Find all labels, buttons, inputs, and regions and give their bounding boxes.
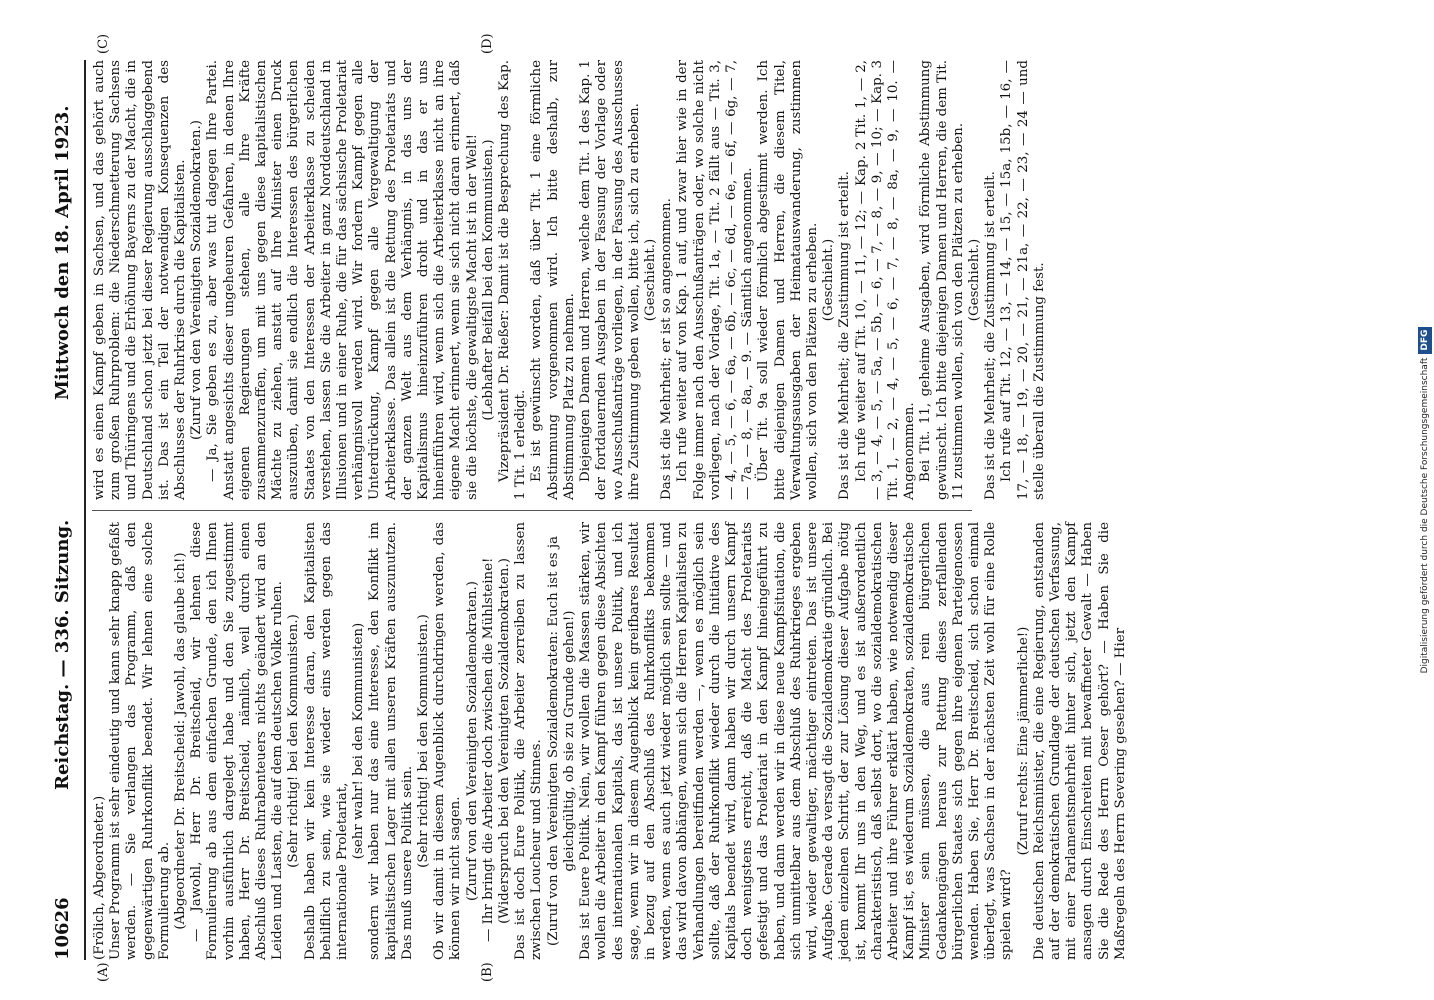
right-column: [92, 60, 1048, 500]
left-column-paragraph: Deshalb haben wir kein Interesse daran, den Kapitalisten behilflich zu sein, wie sie wieder eins werden gegen das internationale Proletariat,: [302, 522, 351, 960]
right-column-paragraph: Diejenigen Damen und Herren, welche dem Tit. 1 des Kap. 1 der fortdauernden Ausgaben in der Fassung der Vorlage oder wo Ausschußanträge vorliegen, in der Fassung des Ausschusses ihre Zustimmung geben wollen, bitte ich, sich zu erheben.: [578, 60, 642, 500]
left-column: [92, 522, 1129, 960]
session-date: Mittwoch den 18. April 1923.: [52, 105, 73, 400]
right-column-paragraph: wird es einen Kampf geben in Sachsen, und das gehört auch zum großen Ruhrproblem: die Niederschmetterung Sachsens und Thüringens und die Erhöhung Bayerns zu der Macht, die in Deutschland schon jetzt bei dieser Regierung ausschlaggebend ist. Das ist ein Teil der notwendigen Konsequenzen des Abschlusses der Ruhrkrise durch die Kapitalisten.: [92, 60, 189, 500]
left-column-paragraph: (Zuruf von den Vereinigten Sozialdemokraten.): [464, 581, 480, 901]
session-title: Reichstag. — 336. Sitzung.: [52, 519, 73, 790]
left-column-paragraph: sondern wir haben nur das eine Interesse, den Konflikt im kapitalistischen Lager mit allen unseren Kräften auszunutzen. Das muß unsere Politik sein.: [367, 522, 415, 960]
right-column-paragraph: Vizepräsident Dr. Rießer: Damit ist die Besprechung des Kap. 1 Tit. 1 erledigt.: [497, 60, 529, 500]
digitization-credit: [1418, 0, 1434, 1000]
left-column-paragraph: (Sehr richtig! bei den Kommunisten.): [416, 614, 432, 868]
right-column-paragraph: Über Tit. 9a soll wieder förmlich abgestimmt werden. Ich bitte diejenigen Damen und Herren, die diesem Titel, Verwaltungsausgaben der Heimatauswanderung, zustimmen wollen, sich von den Plätzen zu erheben.: [756, 60, 820, 500]
left-column-paragraph: Das ist Euere Politik. Nein, wir wollen die Massen stärken, wir wollen die Arbeiter in den Kampf führen gegen diese Absichten des internationalen Kapitals, das ist unsere Politik, und ich sage, wenn wir in diesem Augenblick kein greifbares Resultat in bezug auf den Abschluß des Ruhrkonflikts bekommen werden, wenn es auch jetzt wieder möglich sein sollte — und das wird davon abhängen, wann sich die Herren Kapitalisten zu Verhandlungen bereitfinden werden —, wenn es möglich sein sollte, daß der Ruhrkonflikt wieder durch die Initiative des Kapitals beendet wird, dann haben wir durch unsern Kampf doch wenigstens erreicht, daß die Macht des Proletariats gefestigt und das Proletariat in den Kampf hineingeführt zu haben, und dann werden wir in diese neue Kampfsituation, die sich unmittelbar aus dem Abschluß des Ruhrkrieges ergeben wird, wieder gewaltiger, mächtiger eintreten. Das ist unsere Aufgabe. Gerade da versagt die Sozialdemokratie gründlich. Bei jedem einzelnen Schritt, der zur Lösung dieser Aufgabe nötig ist, kommt Ihr uns in den Weg, und es ist außerordentlich charakteristisch, daß selbst dort, wo die sozialdemokratischen Arbeiter und ihre Führer erklärt haben, wie notwendig dieser Kampf ist, es wiederum Sozialdemokraten, sozialdemokratische Minister sein müssen, die aus rein bürgerlichen Gedankengängen heraus zur Rettung dieses zerfallenden bürgerlichen Staates sich gegen ihre eigenen Parteigenossen wenden. Haben Sie, Herr Dr. Breitscheid, sich schon einmal überlegt, was Sachsen in der nächsten Zeit wohl für eine Rolle spielen wird?: [578, 522, 1015, 960]
right-column-paragraph: Ich rufe auf Tit. 12, — 13, — 14, — 15, — 15a, 15b, — 16, — 17, — 18, — 19, — 20, — 21, — 21a, — 22, — 23, — 24 — und stelle überall die Zustimmung fest.: [999, 60, 1047, 500]
margin-marker-a: (A): [96, 962, 111, 982]
left-column-paragraph: Das ist doch Eure Politik, die Arbeiter zerreiben zu lassen zwischen Loucheur und Stinnes.: [513, 522, 545, 960]
left-column-paragraph: (Zuruf von den Vereinigten Sozialdemokraten: Euch ist es ja gleichgültig, ob sie zu Grunde gehen!): [545, 536, 577, 946]
left-column-paragraph: Die deutschen Reichsminister, die eine Regierung, entstanden auf der demokratischen Grundlage der deutschen Verfassung, mit einer Parlamentsmehrheit hinter sich, jetzt den Kampf ansagen durch Einschreiten mit bewaffneter Gewalt — Haben Sie die Rede des Herrn Oeser gehört? — Haben Sie die Maßregeln des Herrn Severing gesehen? — Hier: [1031, 522, 1128, 960]
page-header: [52, 60, 78, 960]
page-number: 10626: [52, 897, 73, 960]
right-column-paragraph: — Ja, Sie geben es zu, aber was tut dagegen Ihre Partei. Anstatt angesichts dieser ungeheuren Gefahren, in denen Ihre eigenen Regierungen stehen, alle Ihre Kräfte zusammenzuraffen, um mit uns gegen diese kapitalistischen Mächte zu ziehen, anstatt auf Ihre Minister einen Druck auszuüben, damit sie endlich die Interessen des bürgerlichen Staates von den Interessen der Arbeiterklasse zu scheiden verstehen, lassen Sie die Arbeiter in ganz Norddeutschland in Illusionen und in einer Ruhe, die für das sächsische Proletariat verhängnisvoll werden wird. Wir fordern Kampf gegen alle Unterdrückung, Kampf gegen alle Vergewaltigung der Arbeiterklasse. Das allein ist die Rettung des Proletariats und der ganzen Welt aus dem Verhängnis, in das uns der Kapitalismus hineinzuführen droht und in das er uns hineinführen wird, wenn sich die Arbeiterklasse nicht an ihre eigene Macht erinnert, wenn sie sich nicht daran erinnert, daß sie die höchste, die gewaltigste Macht ist in der Welt!: [205, 60, 480, 500]
margin-marker-b: (B): [480, 962, 495, 982]
right-column-paragraph: (Geschieht.): [821, 238, 837, 322]
left-column-paragraph: (sehr wahr! bei den Kommunisten): [351, 622, 367, 860]
left-column-paragraph: (Abgeordneter Dr. Breitscheid: Jawohl, das glaube ich!): [173, 552, 189, 930]
right-column-paragraph: Ich rufe weiter auf Tit. 10, — 11, — 12; — Kap. 2 Tit. 1, — 2, — 3, — 4, — 5, — 5a, — 5b, — 6, — 7, — 8, — 9, — 10; — Kap. 3 Tit. 1, — 2, — 4, — 5, — 6, — 7, — 8, — 8a, — 9, — 10. — Angenommen.: [853, 60, 918, 500]
right-column-paragraph: (Geschieht.): [642, 238, 658, 322]
credit-text: Digitalisierung gefördert durch die Deutsche Forschungsgemeinschaft: [1420, 357, 1430, 674]
left-column-paragraph: (Zuruf rechts: Eine jämmerliche!): [1015, 626, 1031, 856]
left-column-paragraph: (Frölich, Abgeordneter.): [92, 795, 107, 960]
left-column-paragraph: Unser Programm ist sehr eindeutig und kann sehr knapp gefaßt werden. — Sie verlangen das Programm, daß den gegenwärtigen Ruhrkonflikt beendet. Wir lehnen eine solche Formulierung ab.: [108, 522, 172, 960]
right-column-paragraph: (Zuruf von den Vereinigten Sozialdemokraten.): [189, 120, 205, 440]
column-divider: [92, 510, 972, 511]
right-column-paragraph: (Geschieht.): [966, 238, 982, 322]
right-column-paragraph: Bei Tit. 11, geheime Ausgaben, wird förmliche Abstimmung gewünscht. Ich bitte diejenigen Damen und Herren, die dem Tit. 11 zustimmen wollen, sich von den Plätzen zu erheben.: [918, 60, 966, 500]
right-column-paragraph: Das ist die Mehrheit; die Zustimmung ist erteilt.: [983, 171, 999, 500]
right-column-paragraph: Ich rufe weiter auf von Kap. 1 auf, und zwar hier wie in der Folge immer nach den Ausschußanträgen oder, wo solche nicht vorliegen, nach der Vorlage, Tit. 1a, — Tit. 2 fällt aus — Tit. 3, — 4, — 5, — 6, — 6a, — 6b, — 6c, — 6d, — 6e, — 6f, — 6g, — 7, — 7a, — 8, — 8a, — 9. — Sämtlich angenommen.: [675, 60, 756, 500]
left-column-paragraph: — Ihr bringt die Arbeiter doch zwischen die Mühlsteine!: [480, 557, 496, 942]
margin-marker-d: (D): [480, 33, 495, 54]
right-column-paragraph: (Lebhafter Beifall bei den Kommunisten.): [480, 139, 496, 421]
right-column-paragraph: Das ist die Mehrheit; er ist so angenommen.: [659, 198, 675, 500]
right-column-paragraph: Es ist gewünscht worden, daß über Tit. 1 eine förmliche Abstimmung vorgenommen wird. Ich bitte deshalb, zur Abstimmung Platz zu nehmen.: [529, 60, 577, 500]
left-column-paragraph: (Sehr richtig! bei den Kommunisten.): [286, 614, 302, 868]
right-column-paragraph: Das ist die Mehrheit; die Zustimmung ist erteilt.: [837, 171, 853, 500]
left-column-paragraph: Ob wir damit in diesem Augenblick durchdringen werden, das können wir nicht sagen.: [432, 522, 464, 960]
header-rule: [84, 60, 86, 960]
margin-marker-c: (C): [96, 33, 111, 54]
left-column-paragraph: (Widerspruch bei den Vereinigten Sozialdemokraten.): [497, 558, 513, 924]
dfg-logo: DFG: [1418, 327, 1432, 354]
left-column-paragraph: — Jawohl, Herr Dr. Breitscheid, wir lehnen diese Formulierung ab aus dem einfachen Grunde, den ich Ihnen vorhin ausführlich dargelegt habe und den Sie zugestimmt haben, Herr Dr. Breitscheid, nämlich, weil durch einen Abschluß dieses Ruhrabenteuers nichts geändert wird an den Leiden und Lasten, die auf dem deutschen Volke ruhen.: [189, 522, 286, 960]
